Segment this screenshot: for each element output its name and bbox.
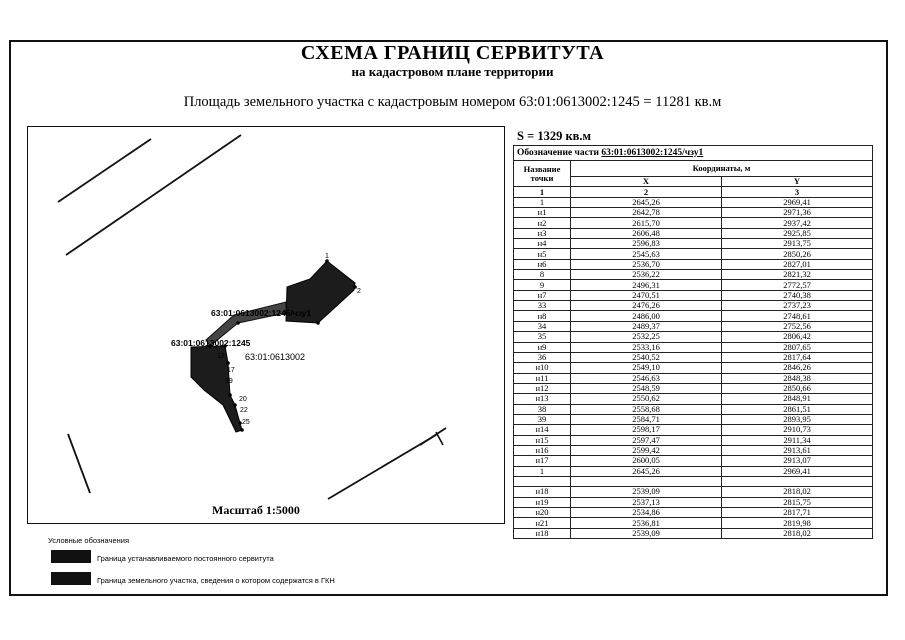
table-header-row xyxy=(514,161,873,177)
y-cell: 2913,07 xyxy=(722,456,873,466)
table-row xyxy=(514,342,873,352)
legend-title: Условные обозначения xyxy=(48,536,130,545)
table-row xyxy=(514,228,873,238)
y-cell: 2893,95 xyxy=(722,414,873,424)
point-label: 12 xyxy=(217,353,225,360)
point-name-cell: н8 xyxy=(514,311,571,321)
x-cell: 2533,16 xyxy=(571,342,722,352)
point-label: 2 xyxy=(357,288,361,295)
x-cell xyxy=(571,476,722,486)
point-name-cell: 33 xyxy=(514,301,571,311)
point-label: 22 xyxy=(240,407,248,414)
point-name-cell: н5 xyxy=(514,249,571,259)
y-cell: 2910,73 xyxy=(722,425,873,435)
point-name-cell: 9 xyxy=(514,280,571,290)
table-row xyxy=(514,466,873,476)
legend-swatch-servitude xyxy=(51,550,91,563)
point-label: 19 xyxy=(225,378,233,385)
table-row xyxy=(514,352,873,362)
point-name-cell: н7 xyxy=(514,290,571,300)
point-label: 1 xyxy=(325,253,329,260)
y-cell: 2827,01 xyxy=(722,259,873,269)
point-name-cell: 36 xyxy=(514,352,571,362)
table-row xyxy=(514,435,873,445)
table-row xyxy=(514,321,873,331)
x-cell: 2470,51 xyxy=(571,290,722,300)
x-cell: 2536,81 xyxy=(571,518,722,528)
x-cell: 2596,83 xyxy=(571,239,722,249)
table-row xyxy=(514,270,873,280)
parcel-area-line: Площадь земельного участка с кадастровым номером 63:01:0613002:1245 = 11281 кв.м xyxy=(183,94,722,110)
point-name-cell: 8 xyxy=(514,270,571,280)
table-row xyxy=(514,208,873,218)
point-name-cell: н9 xyxy=(514,342,571,352)
point-name-cell: н10 xyxy=(514,363,571,373)
x-cell: 2546,63 xyxy=(571,373,722,383)
boundary-line xyxy=(436,432,443,445)
x-cell: 2537,13 xyxy=(571,497,722,507)
table-row xyxy=(514,414,873,424)
table-row xyxy=(514,425,873,435)
point-name-cell: 34 xyxy=(514,321,571,331)
point-name-cell: н19 xyxy=(514,497,571,507)
part-designation-row xyxy=(514,146,873,161)
x-cell: 2539,09 xyxy=(571,528,722,538)
y-cell xyxy=(722,476,873,486)
x-cell: 2548,59 xyxy=(571,383,722,393)
map-scale: Масштаб 1:5000 xyxy=(212,503,300,517)
x-cell: 2645,26 xyxy=(571,466,722,476)
table-row xyxy=(514,218,873,228)
y-cell: 2850,66 xyxy=(722,383,873,393)
point-label: 25 xyxy=(242,419,250,426)
table-row xyxy=(514,280,873,290)
table-row xyxy=(514,476,873,486)
legend-item-parcel: Граница земельного участка, сведения о котором содержатся в ГКН xyxy=(97,576,335,585)
y-cell: 2848,91 xyxy=(722,394,873,404)
point-name-cell: н21 xyxy=(514,518,571,528)
boundary-line xyxy=(68,434,90,493)
x-cell: 2536,22 xyxy=(571,270,722,280)
boundary-line xyxy=(66,135,241,255)
point-name-cell: н16 xyxy=(514,445,571,455)
x-cell: 2476,26 xyxy=(571,301,722,311)
x-cell: 2545,63 xyxy=(571,249,722,259)
point-name-cell: н13 xyxy=(514,394,571,404)
x-cell: 2549,10 xyxy=(571,363,722,373)
table-row xyxy=(514,394,873,404)
y-cell: 2969,41 xyxy=(722,197,873,207)
table-row xyxy=(514,311,873,321)
legend-swatch-parcel xyxy=(51,572,91,585)
table-row xyxy=(514,259,873,269)
col-point-name: Название точки xyxy=(514,161,571,187)
boundary-line xyxy=(58,139,151,202)
y-cell: 2752,56 xyxy=(722,321,873,331)
x-cell: 2600,05 xyxy=(571,456,722,466)
y-cell: 2861,51 xyxy=(722,404,873,414)
point-name-cell: н15 xyxy=(514,435,571,445)
table-row xyxy=(514,239,873,249)
y-cell: 2913,61 xyxy=(722,445,873,455)
x-cell: 2598,17 xyxy=(571,425,722,435)
table-row xyxy=(514,487,873,497)
x-cell: 2496,31 xyxy=(571,280,722,290)
col-y: Y xyxy=(722,177,873,187)
y-cell: 2850,26 xyxy=(722,249,873,259)
page-title: СХЕМА ГРАНИЦ СЕРВИТУТА xyxy=(300,42,605,64)
x-cell: 2642,78 xyxy=(571,208,722,218)
table-row xyxy=(514,290,873,300)
x-cell: 2558,68 xyxy=(571,404,722,414)
table-row xyxy=(514,301,873,311)
point-name-cell: н12 xyxy=(514,383,571,393)
point-name-cell: 1 xyxy=(514,197,571,207)
y-cell: 2937,42 xyxy=(722,218,873,228)
y-cell: 2821,32 xyxy=(722,270,873,280)
table-row xyxy=(514,528,873,538)
table-row xyxy=(514,508,873,518)
x-cell: 2534,86 xyxy=(571,508,722,518)
table-row xyxy=(514,518,873,528)
y-cell: 2819,98 xyxy=(722,518,873,528)
point-name-cell: 39 xyxy=(514,414,571,424)
y-cell: 2925,85 xyxy=(722,228,873,238)
y-cell: 2817,71 xyxy=(722,508,873,518)
y-cell: 2772,57 xyxy=(722,280,873,290)
point-name-cell: н11 xyxy=(514,373,571,383)
x-cell: 2550,62 xyxy=(571,394,722,404)
x-cell: 2606,48 xyxy=(571,228,722,238)
legend-item-servitude: Граница устанавливаемого постоянного сервитута xyxy=(97,554,274,563)
y-cell: 2817,64 xyxy=(722,352,873,362)
y-cell: 2806,42 xyxy=(722,332,873,342)
part-value: 63:01:0613002:1245/чзу1 xyxy=(601,147,704,158)
x-cell: 2532,25 xyxy=(571,332,722,342)
table-row xyxy=(514,383,873,393)
x-cell: 2645,26 xyxy=(571,197,722,207)
y-cell: 2737,23 xyxy=(722,301,873,311)
table-row xyxy=(514,197,873,207)
quarter-label: 63:01:0613002 xyxy=(245,352,306,362)
x-cell: 2489,37 xyxy=(571,321,722,331)
table-row xyxy=(514,456,873,466)
map-drawing xyxy=(28,127,506,525)
x-cell: 2539,09 xyxy=(571,487,722,497)
point-name-cell: н17 xyxy=(514,456,571,466)
y-cell: 2913,75 xyxy=(722,239,873,249)
point-name-cell: н18 xyxy=(514,487,571,497)
y-cell: 2969,41 xyxy=(722,466,873,476)
table-row xyxy=(514,373,873,383)
x-cell: 2536,70 xyxy=(571,259,722,269)
table-row xyxy=(514,332,873,342)
x-cell: 2584,71 xyxy=(571,414,722,424)
parcel-label: 63:01:0613002:1245 xyxy=(171,338,251,348)
point-name-cell: н4 xyxy=(514,239,571,249)
point-name-cell: н14 xyxy=(514,425,571,435)
cadastral-map xyxy=(27,126,505,524)
point-name-cell: н18 xyxy=(514,528,571,538)
x-cell: 2486,00 xyxy=(571,311,722,321)
point-name-cell: 38 xyxy=(514,404,571,414)
servitude-area: S = 1329 кв.м xyxy=(517,129,592,143)
y-cell: 2740,38 xyxy=(722,290,873,300)
point-name-cell: н3 xyxy=(514,228,571,238)
y-cell: 2911,34 xyxy=(722,435,873,445)
table-row xyxy=(514,445,873,455)
point-label: 17 xyxy=(227,367,235,374)
y-cell: 2818,02 xyxy=(722,528,873,538)
point-name-cell: н2 xyxy=(514,218,571,228)
part-label: Обозначение части xyxy=(517,147,600,158)
x-cell: 2540,52 xyxy=(571,352,722,362)
page-subtitle: на кадастровом плане территории xyxy=(351,64,554,79)
col-number: 3 xyxy=(722,187,873,197)
col-x: X xyxy=(571,177,722,187)
x-cell: 2615,70 xyxy=(571,218,722,228)
y-cell: 2818,02 xyxy=(722,487,873,497)
y-cell: 2846,26 xyxy=(722,363,873,373)
table-row xyxy=(514,497,873,507)
col-number: 1 xyxy=(514,187,571,197)
part-label: 63:01:0613002:1245/чзу1 xyxy=(211,308,312,318)
coordinates-table xyxy=(513,145,873,539)
col-coordinates: Координаты, м xyxy=(571,161,873,177)
point-name-cell xyxy=(514,476,571,486)
x-cell: 2597,47 xyxy=(571,435,722,445)
column-numbers-row xyxy=(514,187,873,197)
point-name-cell: н6 xyxy=(514,259,571,269)
point-name-cell: н1 xyxy=(514,208,571,218)
y-cell: 2848,38 xyxy=(722,373,873,383)
y-cell: 2971,36 xyxy=(722,208,873,218)
y-cell: 2748,61 xyxy=(722,311,873,321)
col-number: 2 xyxy=(571,187,722,197)
y-cell: 2807,65 xyxy=(722,342,873,352)
point-label: 20 xyxy=(239,396,247,403)
table-row xyxy=(514,249,873,259)
y-cell: 2815,75 xyxy=(722,497,873,507)
point-name-cell: 35 xyxy=(514,332,571,342)
table-row xyxy=(514,363,873,373)
table-row xyxy=(514,404,873,414)
point-name-cell: н20 xyxy=(514,508,571,518)
point-name-cell: 1 xyxy=(514,466,571,476)
x-cell: 2599,42 xyxy=(571,445,722,455)
